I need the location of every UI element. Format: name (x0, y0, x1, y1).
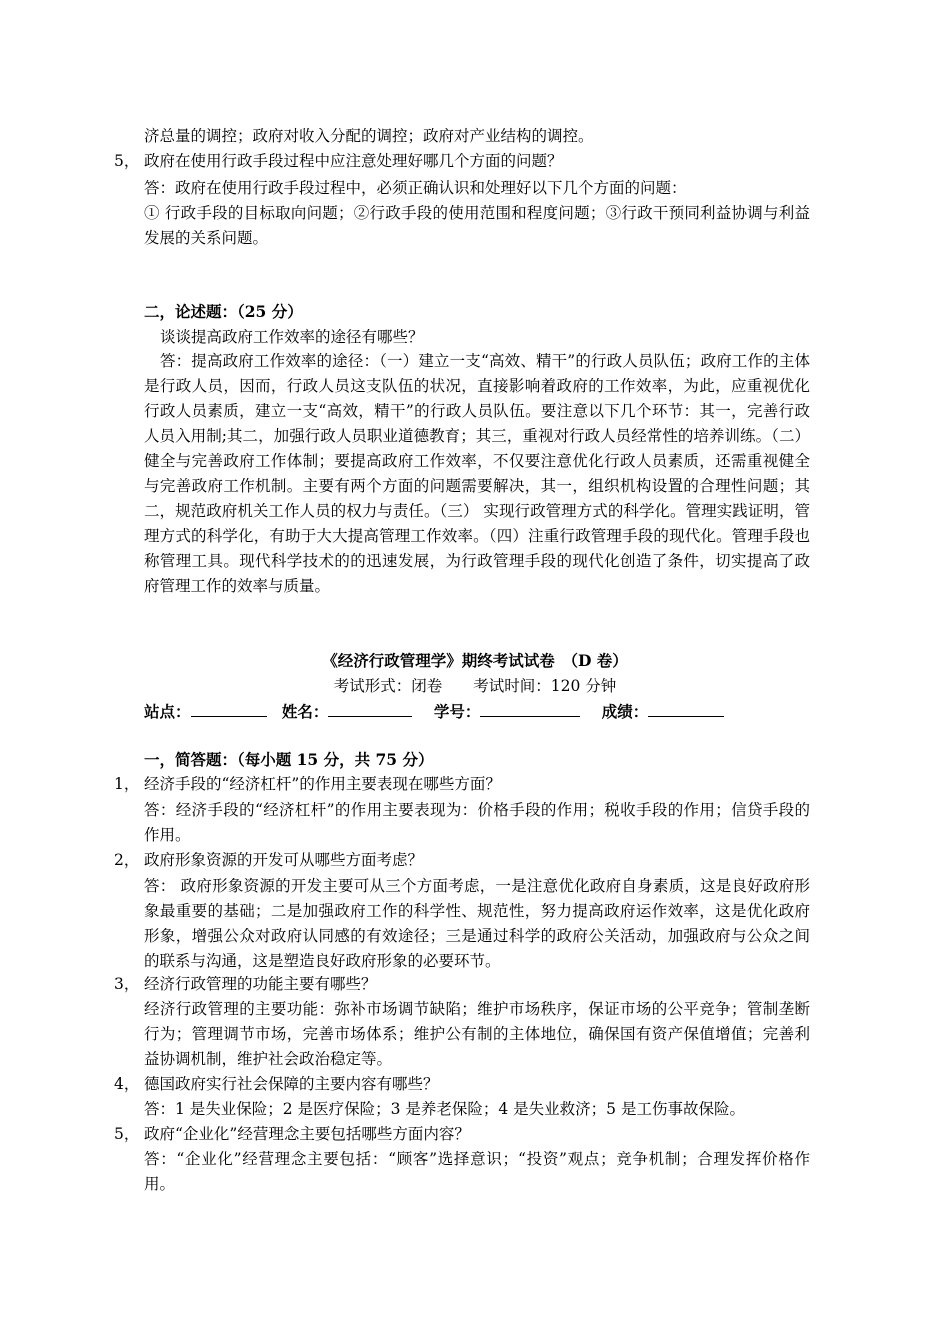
score-field (648, 700, 724, 717)
answer-text: ① 行政手段的目标取向问题；②行政手段的使用范围和程度问题；③行政干预同利益协调与利益发展的关系问题。 (144, 204, 810, 247)
question-text: 政府在使用行政手段过程中应注意处理好哪几个方面的问题？ (144, 152, 563, 170)
student-id-field (480, 700, 580, 717)
question-text: 政府形象资源的开发可从哪些方面考虑？ (144, 851, 424, 869)
question-text: 政府“企业化”经营理念主要包括哪些方面内容？ (144, 1125, 470, 1143)
question-number: 2， (114, 851, 140, 869)
question-number: 5， (114, 1125, 140, 1143)
question-text: 谈谈提高政府工作效率的途径有哪些？ (160, 328, 424, 346)
exam-info-row (144, 700, 724, 724)
answer-text: 答：1 是失业保险；2 是医疗保险；3 是养老保险；4 是失业救济；5 是工伤事故保险。 (144, 1100, 745, 1118)
section-heading: 二，论述题：（25 分） (144, 302, 303, 321)
answer-text: 经济行政管理的主要功能：弥补市场调节缺陷；维护市场秩序，保证市场的公平竞争；管制垄断行为；管理调节市场，完善市场体系；维护公有制的主体地位，确保国有资产保值增值；完善利益协调机制，维护社会政治稳定等。 (144, 1000, 810, 1068)
answer-text: 答： 政府形象资源的开发主要可从三个方面考虑，一是注意优化政府自身素质，这是良好政府形象最重要的基础；二是加强政府工作的科学性、规范性，努力提高政府运作效率，这是优化政府形象，增强公众对政府认同感的有效途径；三是通过科学的政府公关活动，加强政府与公众之间的联系与沟通，这是塑造良好政府形象的必要环节。 (144, 877, 810, 970)
section-heading: 一，简答题：（每小题 15 分，共 75 分） (144, 750, 434, 769)
question-number: 5， (114, 152, 140, 170)
answer-text: 答：经济手段的“经济杠杆”的作用主要表现为：价格手段的作用；税收手段的作用；信贷手段的作用。 (144, 801, 810, 844)
station-label: 站点： (144, 702, 191, 721)
continuation-text: 济总量的调控；政府对收入分配的调控；政府对产业结构的调控。 (144, 127, 594, 145)
question-number: 3， (114, 975, 140, 993)
exam-subtitle: 考试形式：闭卷 考试时间：120 分钟 (333, 677, 617, 695)
answer-text: 答：提高政府工作效率的途径：（一）建立一支“高效、精干”的行政人员队伍；政府工作的主体是行政人员，因而，行政人员这支队伍的状况，直接影响着政府的工作效率，为此，应重视优化行政人员素质，建立一支“高效，精干”的行政人员队伍。要注意以下几个环节：其一，完善行政人员入用制;其二，加强行政人员职业道德教育；其三，重视对行政人员经常性的培养训练。（二）健全与完善政府工作体制；要提高政府工作效率，不仅要注意优化行政人员素质，还需重视健全与完善政府工作机制。主要有两个方面的问题需要解决，其一，组织机构设置的合理性问题；其二，规范政府机关工作人员的权力与责任。（三） 实现行政管理方式的科学化。管理实践证明，管理方式的科学化，有助于大大提高管理工作效率。（四）注重行政管理手段的现代化。管理手段也称管理工具。现代科学技术的的迅速发展，为行政管理手段的现代化创造了条件，切实提高了政府管理工作的效率与质量。 (144, 352, 810, 595)
answer-intro: 答：政府在使用行政手段过程中，必须正确认识和处理好以下几个方面的问题： (144, 179, 687, 197)
question-number: 1， (114, 775, 140, 793)
name-label: 姓名： (281, 702, 329, 721)
score-label: 成绩： (601, 702, 649, 721)
question-number: 4， (114, 1075, 140, 1093)
station-field (191, 700, 267, 717)
question-text: 经济行政管理的功能主要有哪些？ (144, 975, 377, 993)
question-text: 经济手段的“经济杠杆”的作用主要表现在哪些方面？ (144, 775, 501, 793)
name-field (328, 700, 412, 717)
answer-text: 答：“企业化”经营理念主要包括：“顾客”选择意识；“投资”观点；竞争机制；合理发挥价格作用。 (144, 1150, 810, 1193)
question-text: 德国政府实行社会保障的主要内容有哪些？ (144, 1075, 439, 1093)
exam-title: 《经济行政管理学》期终考试试卷 （D 卷） (322, 651, 628, 670)
student-id-label: 学号： (433, 702, 481, 721)
